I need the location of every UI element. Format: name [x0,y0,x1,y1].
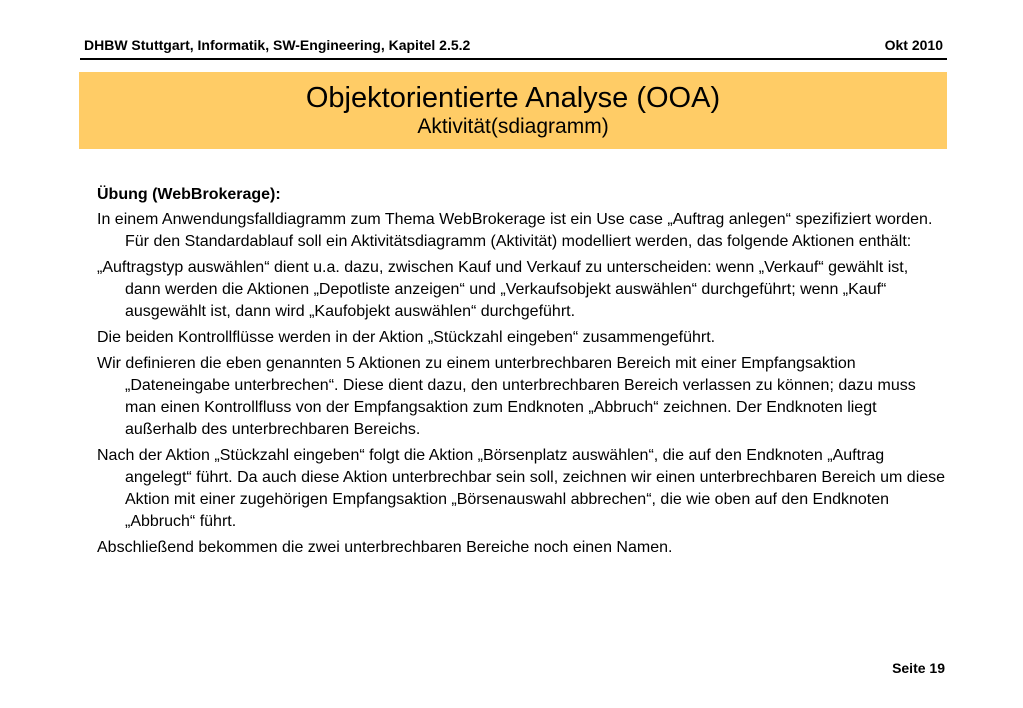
slide-title: Objektorientierte Analyse (OOA) [305,82,721,114]
slide-subtitle: Aktivität(sdiagramm) [417,115,609,138]
page-number: Seite 19 [892,660,945,676]
paragraph-5: Nach der Aktion „Stückzahl eingeben“ folgt die Aktion „Börsenplatz auswählen“, die auf den Endknoten „Auftrag angelegt“ führt. Da auch diese Aktion unterbrechbar sein soll, zeichnen wir einen unterbrechbaren Bereich um diese Aktion mit einer zugehörigen Empfangsaktion „Börsenauswahl abbrechen“, die wie oben auf den Endknoten „Abbruch“ führt. [97,447,946,530]
slide-content [97,184,947,563]
course-info: DHBW Stuttgart, Informatik, SW-Engineering, Kapitel 2.5.2 [84,37,471,53]
date-label: Okt 2010 [884,37,943,53]
paragraph-3: Die beiden Kontrollflüsse werden in der Aktion „Stückzahl eingeben“ zusammengeführt. [97,329,716,346]
paragraph-4: Wir definieren die eben genannten 5 Aktionen zu einem unterbrechbaren Bereich mit einer Empfangsaktion „Dateneingabe unterbrechen“. Diese dient dazu, den unterbrechbaren Bereich verlassen zu können; dazu muss man einen Kontrollfluss von der Empfangsaktion zum Endknoten „Abbruch“ zeichnen. Der Endknoten liegt außerhalb des unterbrechbaren Bereichs. [97,355,916,438]
paragraph-1: In einem Anwendungsfalldiagramm zum Thema WebBrokerage ist ein Use case „Auftrag anlegen“ spezifiziert worden. Für den Standardablauf soll ein Aktivitätsdiagramm (Aktivität) modelliert werden, das folgende Aktionen enthält: [97,211,933,250]
slide-header [80,32,947,60]
paragraph-2: „Auftragstyp auswählen“ dient u.a. dazu, zwischen Kauf und Verkauf zu unterscheiden: wenn „Verkauf“ gewählt ist, dann werden die Aktionen „Depotliste anzeigen“ und „Verkaufsobjekt auswählen“ durchgeführt; wenn „Kauf“ ausgewählt ist, dann wird „Kaufobjekt auswählen“ durchgeführt. [97,259,909,320]
paragraph-6: Abschließend bekommen die zwei unterbrechbaren Bereiche noch einen Namen. [97,539,673,556]
exercise-heading: Übung (WebBrokerage): [97,186,281,203]
title-box [79,72,947,149]
